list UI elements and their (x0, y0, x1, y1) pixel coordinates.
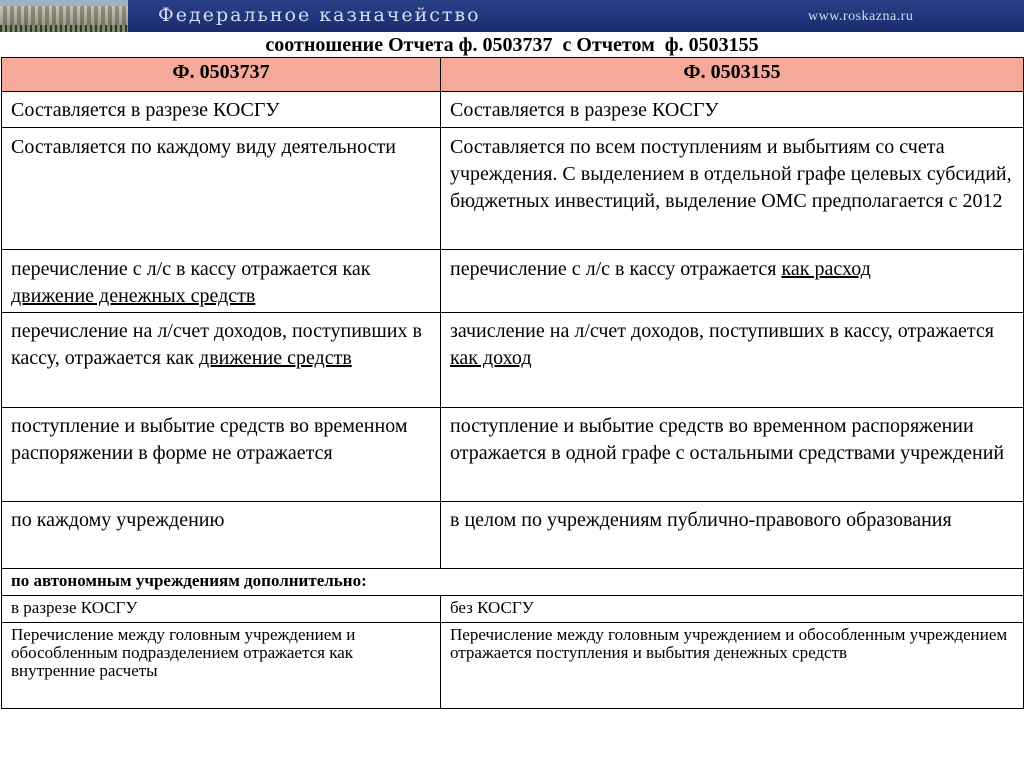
cell-0503155 (441, 313, 1024, 408)
table-row (2, 596, 1024, 623)
cell-text: перечисление с л/с в кассу отражается (450, 258, 782, 280)
cell-0503737: Перечисление между головным учреждением и обособленным подразделением отражается как внутренние расчеты (2, 623, 441, 709)
building-fence (0, 25, 128, 32)
page-title: соотношение Отчета ф. 0503737 с Отчетом ф. 0503155 (265, 34, 759, 56)
banner-title: Федеральное казначейство (158, 4, 481, 26)
table-row (2, 128, 1024, 250)
cell-0503155: в целом по учреждениям публично-правового образования (441, 502, 1024, 569)
cell-0503737: Составляется по каждому виду деятельности (2, 128, 441, 250)
table-row (2, 92, 1024, 128)
cell-0503737: Составляется в разрезе КОСГУ (2, 92, 441, 128)
table-row (2, 623, 1024, 709)
building-roof (0, 0, 128, 6)
table-row (2, 408, 1024, 502)
underlined-text: как доход (450, 347, 532, 369)
comparison-table (1, 57, 1024, 709)
cell-0503155: Перечисление между головным учреждением и обособленным учреждением отражается поступления и выбытия денежных средств (441, 623, 1024, 709)
table-row (2, 313, 1024, 408)
underlined-text: движение денежных средств (11, 285, 256, 307)
table-header-row (2, 58, 1024, 92)
cell-text: зачисление на л/счет доходов, поступивших в кассу, отражается (450, 320, 994, 342)
building-image (0, 0, 128, 32)
header-banner (0, 0, 1024, 32)
cell-0503155: поступление и выбытие средств во временном распоряжении отражается в одной графе с остальными средствами учреждений (441, 408, 1024, 502)
col2-header: Ф. 0503155 (441, 58, 1024, 92)
cell-0503737: в разрезе КОСГУ (2, 596, 441, 623)
cell-0503155 (441, 250, 1024, 313)
cell-0503737: поступление и выбытие средств во временном распоряжении в форме не отражается (2, 408, 441, 502)
col1-header: Ф. 0503737 (2, 58, 441, 92)
autonomous-header-row (2, 569, 1024, 596)
cell-0503737 (2, 313, 441, 408)
cell-0503737 (2, 250, 441, 313)
table-row (2, 250, 1024, 313)
table-row (2, 502, 1024, 569)
cell-0503155: Составляется в разрезе КОСГУ (441, 92, 1024, 128)
cell-text: перечисление на л/счет доходов, поступивших в кассу, отражается как (11, 320, 422, 369)
cell-text: перечисление с л/с в кассу отражается как (11, 258, 371, 280)
cell-0503155: Составляется по всем поступлениям и выбытиям со счета учреждения. С выделением в отдельной графе целевых субсидий, бюджетных инвестиций, выделение ОМС предполагается с 2012 (441, 128, 1024, 250)
underlined-text: движение средств (199, 347, 352, 369)
banner-url: www.roskazna.ru (808, 9, 914, 24)
cell-0503737: по каждому учреждению (2, 502, 441, 569)
autonomous-header: по автономным учреждениям дополнительно: (2, 569, 1024, 596)
cell-0503155: без КОСГУ (441, 596, 1024, 623)
underlined-text: как расход (781, 258, 871, 280)
